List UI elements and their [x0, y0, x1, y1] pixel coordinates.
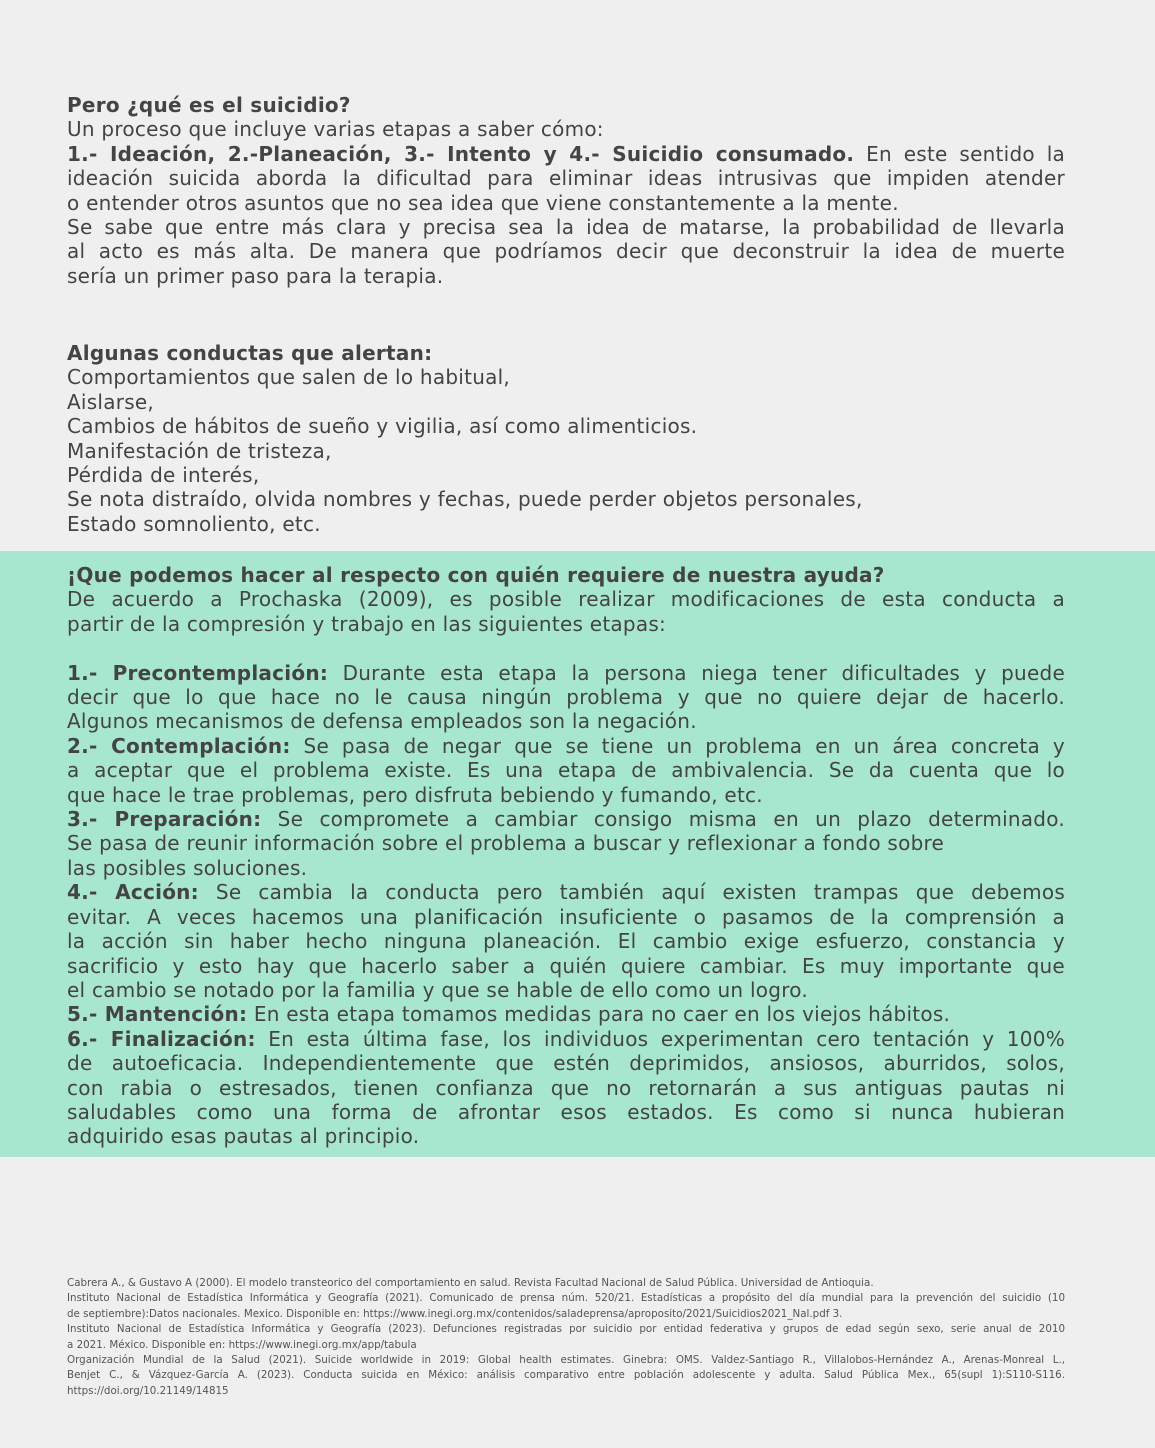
stage-line: que hace le trae problemas, pero disfruta bebiendo y fumando, etc.: [67, 782, 763, 807]
stage-first-line: [67, 1002, 1065, 1026]
intro-stages-bold: 1.- Ideación, 2.-Planeación, 3.- Intento y 4.- Suicidio consumado.: [67, 141, 855, 166]
intro-text-line: Un proceso que incluye varias etapas a saber cómo:: [67, 117, 604, 142]
stage-line: el cambio se notado por la familia y que se hable de ello como un logro.: [67, 977, 808, 1002]
stage-line: la acción sin haber hecho ninguna planeación. El cambio exige esfuerzo, constancia y: [67, 929, 1065, 954]
reference-line: de septiembre):Datos nacionales. Mexico. Disponible en: https://www.inegi.org.mx/contenidos/saladeprensa/aproposito/2021/Suicidios2021_Nal.pdf 3.: [67, 1307, 843, 1320]
intro-text-line: Se sabe que entre más clara y precisa sea la idea de matarse, la probabilidad de llevarla: [67, 215, 1065, 240]
intro-stages-rest: En este sentido la: [854, 141, 1066, 166]
reference-line: Benjet C., & Vázquez-García A. (2023). Conducta suicida en México: análisis comparativo entre población adolescente y adulta. Salud Pública Mex., 65(supl 1):S110-S116.: [67, 1369, 1065, 1382]
behaviors-section: [67, 341, 1065, 536]
stage-text: En esta última fase, los individuos experimentan cero tentación y 100%: [255, 1026, 1065, 1051]
behavior-item: Pérdida de interés,: [67, 463, 260, 488]
stage-line: de autoeficacia. Independientemente que estén deprimidos, ansiosos, aburridos, solos,: [67, 1051, 1065, 1076]
help-heading: ¡Que podemos hacer al respecto con quién requiere de nuestra ayuda?: [67, 563, 885, 587]
stage-line: Algunos mecanismos de defensa empleados son la negación.: [67, 709, 697, 734]
reference-link[interactable]: https://doi.org/10.21149/14815: [67, 1384, 229, 1397]
reference-line: Cabrera A., & Gustavo A (2000). El modelo transteorico del comportamiento en salud. Revista Facultad Nacional de Salud Pública. Universidad de Antioquia.: [67, 1277, 874, 1289]
blank-line: [67, 636, 1065, 660]
stage-label: 3.- Preparación:: [67, 807, 262, 832]
stage-first-line: [67, 807, 1065, 831]
stage-line: las posibles soluciones.: [67, 855, 308, 880]
intro-heading: Pero ¿qué es el suicidio?: [67, 93, 351, 117]
stage-text: En esta etapa tomamos medidas para no caer en los viejos hábitos.: [247, 1002, 951, 1027]
stage-first-line: [67, 880, 1065, 904]
behaviors-heading: Algunas conductas que alertan:: [67, 341, 433, 365]
behavior-item: Manifestación de tristeza,: [67, 438, 332, 463]
intro-text-line: sería un primer paso para la terapia.: [67, 263, 444, 288]
intro-text-line: al acto es más alta. De manera que podríamos decir que deconstruir la idea de muerte: [67, 239, 1065, 264]
stage-label: 4.- Acción:: [67, 880, 199, 905]
behavior-item: Estado somnoliento, etc.: [67, 511, 321, 536]
stage-label: 1.- Precontemplación:: [67, 660, 329, 685]
intro-text-line: o entender otros asuntos que no sea idea que viene constantemente a la mente.: [67, 190, 899, 215]
behavior-item: Se nota distraído, olvida nombres y fechas, puede perder objetos personales,: [67, 487, 863, 512]
stage-line: con rabia o estresados, tienen confianza que no retornarán a sus antiguas pautas ni: [67, 1075, 1065, 1100]
intro-stages-line: [67, 142, 1065, 166]
stage-line: Se pasa de reunir información sobre el problema a buscar y reflexionar a fondo sobre: [67, 831, 945, 856]
references: [67, 1276, 1065, 1399]
behavior-item: Cambios de hábitos de sueño y vigilia, así como alimenticios.: [67, 414, 698, 439]
stage-first-line: [67, 1027, 1065, 1051]
behavior-item: Comportamientos que salen de lo habitual,: [67, 365, 511, 390]
stage-line: decir que lo que hace no le causa ningún problema y que no quiere dejar de hacerlo.: [67, 685, 1065, 710]
stage-line: a aceptar que el problema existe. Es una etapa de ambivalencia. Se da cuenta que lo: [67, 758, 1065, 783]
help-section: [67, 563, 1065, 1149]
behavior-item: Aislarse,: [67, 389, 155, 414]
help-intro-line: De acuerdo a Prochaska (2009), es posible realizar modificaciones de esta conducta a: [67, 587, 1065, 612]
reference-line: Instituto Nacional de Estadística Informática y Geografía (2021). Comunicado de prensa núm. 520/21. Estadísticas a propósito del día mundial para la prevención del suicidio (10: [67, 1292, 1065, 1305]
stage-line: adquirido esas pautas al principio.: [67, 1124, 420, 1149]
stage-text: Durante esta etapa la persona niega tener dificultades y puede: [328, 660, 1065, 685]
stage-label: 5.- Mantención:: [67, 1002, 248, 1027]
stage-line: evitar. A veces hacemos una planificación insuficiente o pasamos de la comprensión a: [67, 904, 1065, 929]
stage-line: sacrificio y esto hay que hacerlo saber a quién quiere cambiar. Es muy importante que: [67, 953, 1065, 978]
reference-line: a 2021. México. Disponible en: https://www.inegi.org.mx/app/tabula: [67, 1338, 417, 1351]
stage-line: saludables como una forma de afrontar esos estados. Es como si nunca hubieran: [67, 1099, 1065, 1124]
stage-label: 2.- Contemplación:: [67, 733, 291, 758]
intro-text-line: ideación suicida aborda la dificultad para eliminar ideas intrusivas que impiden atender: [67, 166, 1065, 191]
stage-text: Se cambia la conducta pero también aquí existen trampas que debemos: [198, 880, 1065, 905]
help-intro-line: partir de la compresión y trabajo en las siguientes etapas:: [67, 611, 667, 636]
stage-text: Se compromete a cambiar consigo misma en un plazo determinado.: [261, 807, 1065, 832]
reference-line: Instituto Nacional de Estadística Informática y Geografía (2023). Defunciones registradas por suicidio por entidad federativa y grupos de edad según sexo, serie anual de 2010: [67, 1323, 1065, 1336]
stage-label: 6.- Finalización:: [67, 1026, 256, 1051]
stage-text: Se pasa de negar que se tiene un problema en un área concreta y: [290, 733, 1065, 758]
stage-first-line: [67, 661, 1065, 685]
stage-first-line: [67, 734, 1065, 758]
reference-line: Organización Mundial de la Salud (2021). Suicide worldwide in 2019: Global health estimates. Ginebra: OMS. Valdez-Santiago R., Villalobos-Hernández A., Arenas-Monreal L.,: [67, 1354, 1065, 1367]
intro-section: [67, 93, 1065, 288]
